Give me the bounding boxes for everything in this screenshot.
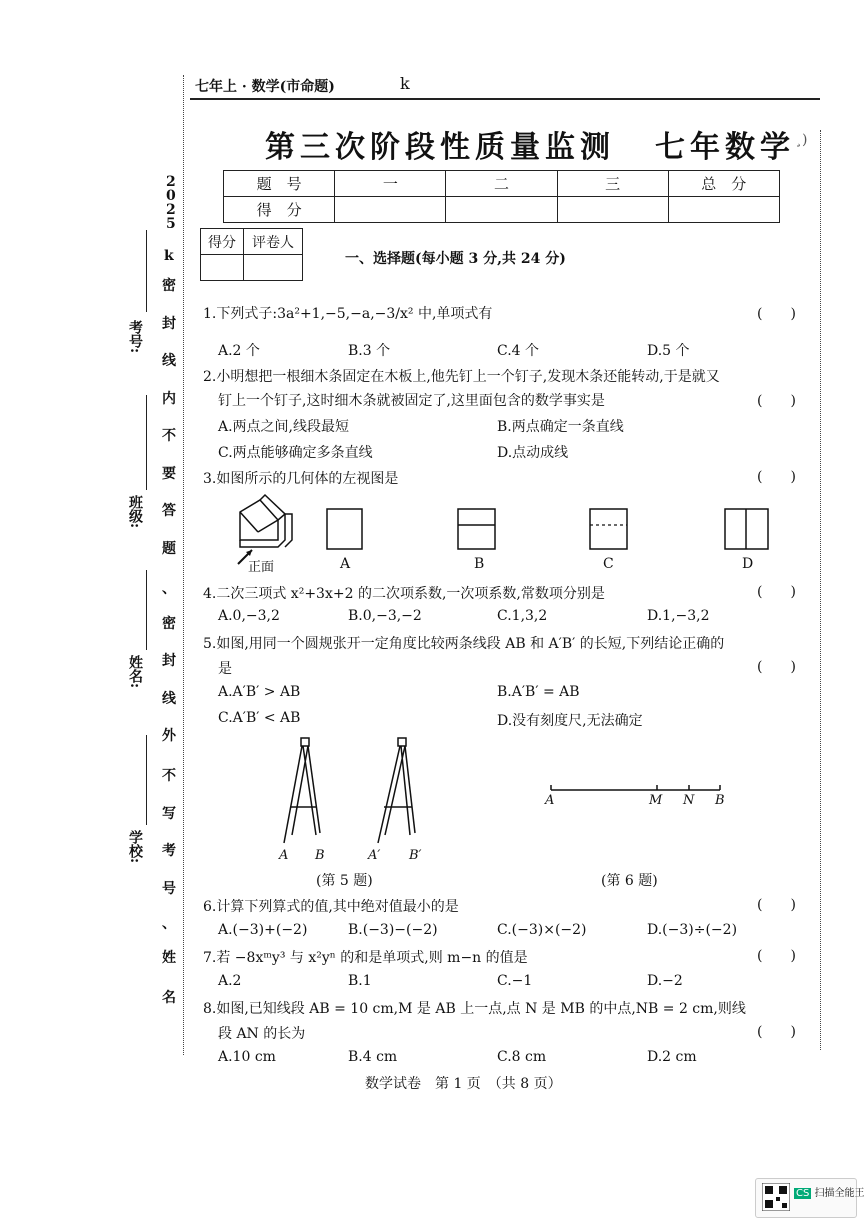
q8-option-c: C.8 cm [497,1049,547,1065]
q7-option-d: D.−2 [647,973,683,989]
side-mark: k [164,248,174,264]
seal-char: 封 [162,316,176,332]
q4-option-b: B.0,−3,−2 [348,608,422,624]
q8-option-a: A.10 cm [218,1049,276,1065]
seal-char: 封 [162,653,176,669]
q3-option-b: B [474,556,485,572]
option-a-figure [325,507,365,552]
seal-char: 、 [162,581,176,597]
q1-option-b: B.3 个 [348,343,391,359]
q5-option-c: C.A′B′ < AB [218,710,301,726]
binding-line [183,75,184,1055]
q1-option-c: C.4 个 [497,343,540,359]
answer-paren-6[interactable]: ( ) [757,897,796,913]
question-6: 6.计算下列算式的值,其中绝对值最小的是 [203,899,459,915]
answer-paren-2[interactable]: ( ) [757,393,796,409]
exam-number-label: 考号: [127,320,143,354]
score-cell[interactable] [335,197,446,223]
option-d-figure [723,507,771,552]
grader-name-label: 评卷人 [244,229,303,255]
name-line [146,570,147,650]
score-header-cell: 总 分 [668,171,779,197]
q4-option-d: D.1,−3,2 [647,608,710,624]
course-header: 七年上 · 数学(市命题) [195,79,335,95]
question-3: 3.如图所示的几何体的左视图是 [203,471,399,487]
seal-char: 答 [162,503,176,519]
front-view-label: 正面 [248,560,275,575]
seal-char: 、 [162,916,176,932]
seal-char: 要 [162,466,176,482]
question-5: 5.如图,用同一个圆规张开一定角度比较两条线段 AB 和 A′B′ 的长短,下列结论正确的 [203,636,725,652]
seal-char: 线 [162,353,176,369]
answer-paren-3[interactable]: ( ) [757,469,796,485]
q7-option-a: A.2 [218,973,242,989]
question-5-line2: 是 [218,661,232,677]
header-mark: k [400,74,410,93]
right-margin-line [820,130,821,1050]
cs-logo-icon: CS [796,1188,810,1199]
answer-paren-1[interactable]: ( ) [757,306,796,322]
q5-option-b: B.A′B′ = AB [497,684,580,700]
q7-option-b: B.1 [348,973,372,989]
q6-option-a: A.(−3)+(−2) [218,922,308,938]
score-header-cell: 一 [335,171,446,197]
score-cell[interactable] [668,197,779,223]
fig6-label-m: M [649,793,663,808]
name-label: 姓名: [127,655,143,689]
question-2-line2: 钉上一个钉子,这时细木条就被固定了,这里面包含的数学事实是 [218,393,605,409]
grader-name-cell[interactable] [244,255,303,281]
score-cell[interactable] [557,197,668,223]
q3-option-a: A [340,556,351,572]
question-2: 2.小明想把一根细木条固定在木板上,他先钉上一个钉子,发现木条还能转动,于是就又 [203,369,720,385]
q1-option-a: A.2 个 [218,343,260,359]
question-4: 4.二次三项式 x²+3x+2 的二次项系数,一次项系数,常数项分别是 [203,586,605,602]
fig5-label-b: B [315,848,325,863]
seal-char: 内 [162,391,176,407]
score-header-cell: 二 [446,171,557,197]
badge-text: CS 扫描全能王 [796,1188,865,1199]
q2-option-a: A.两点之间,线段最短 [218,419,350,435]
fig5-label-a: A [279,848,289,863]
q2-option-c: C.两点能够确定多条直线 [218,445,373,461]
q3-option-c: C [603,556,614,572]
seal-char: 不 [162,768,176,784]
score-table [223,170,780,223]
page-title: 第三次阶段性质量监测 七年数学 [265,130,795,165]
q6-option-b: B.(−3)−(−2) [348,922,438,938]
class-label: 班级: [127,495,143,529]
seal-char: 不 [162,428,176,444]
q7-option-c: C.−1 [497,973,533,989]
seal-char: 号 [162,881,176,897]
fig6-label-a: A [545,793,555,808]
answer-paren-5[interactable]: ( ) [757,659,796,675]
section-heading: 一、选择题(每小题 3 分,共 24 分) [345,251,566,267]
school-line [146,735,147,825]
header-rule [190,98,820,100]
seal-char: 写 [162,806,176,822]
corner-mark: ¸) [795,132,808,148]
page-footer: 数学试卷 第 1 页 （共 8 页） [365,1076,562,1092]
score-header-cell: 题 号 [224,171,335,197]
score-cell[interactable] [446,197,557,223]
seal-char: 线 [162,691,176,707]
grader-score-cell[interactable] [201,255,244,281]
seal-char: 外 [162,728,176,744]
exam-number-line [146,230,147,312]
seal-char: 题 [162,541,176,557]
grader-score-label: 得分 [201,229,244,255]
segment-figure [545,782,725,798]
fig6-caption: (第 6 题) [601,873,658,889]
q5-option-a: A.A′B′ > AB [218,684,301,700]
q3-option-d: D [742,556,754,572]
fig6-label-n: N [683,793,695,808]
seal-char: 名 [162,990,176,1006]
answer-paren-8[interactable]: ( ) [757,1024,796,1040]
school-label: 学校: [127,830,143,864]
scanner-badge [755,1178,865,1218]
question-7: 7.若 −8xᵐy³ 与 x²yⁿ 的和是单项式,则 m−n 的值是 [203,950,528,966]
q6-option-c: C.(−3)×(−2) [497,922,587,938]
seal-char: 密 [162,278,176,294]
q2-option-d: D.点动成线 [497,445,569,461]
fig6-label-b: B [715,793,725,808]
answer-paren-7[interactable]: ( ) [757,948,796,964]
question-1: 1.下列式子:3a²+1,−5,−a,−3/x² 中,单项式有 [203,306,493,322]
score-header-cell: 三 [557,171,668,197]
grader-table [200,228,303,281]
score-row-label: 得 分 [224,197,335,223]
seal-char: 姓 [162,950,176,966]
seal-char: 密 [162,616,176,632]
compass-figure [270,735,450,850]
seal-char: 考 [162,843,176,859]
qr-code-icon [762,1183,790,1211]
q1-option-d: D.5 个 [647,343,690,359]
class-line [146,395,147,490]
q2-option-b: B.两点确定一条直线 [497,419,624,435]
q6-option-d: D.(−3)÷(−2) [647,922,738,938]
fig5-caption: (第 5 题) [316,873,373,889]
q8-option-d: D.2 cm [647,1049,697,1065]
answer-paren-4[interactable]: ( ) [757,584,796,600]
q4-option-a: A.0,−3,2 [218,608,280,624]
fig5-label-a-prime: A′ [368,848,381,863]
fig5-label-b-prime: B′ [409,848,422,863]
q5-option-d: D.没有刻度尺,无法确定 [497,713,643,729]
option-b-figure [456,507,498,552]
question-8-line2: 段 AN 的长为 [218,1026,306,1042]
side-year: 2025 [166,174,176,232]
q4-option-c: C.1,3,2 [497,608,548,624]
option-c-figure [588,507,630,552]
q8-option-b: B.4 cm [348,1049,398,1065]
question-8: 8.如图,已知线段 AB = 10 cm,M 是 AB 上一点,点 N 是 MB 的中点,NB = 2 cm,则线 [203,1001,746,1017]
